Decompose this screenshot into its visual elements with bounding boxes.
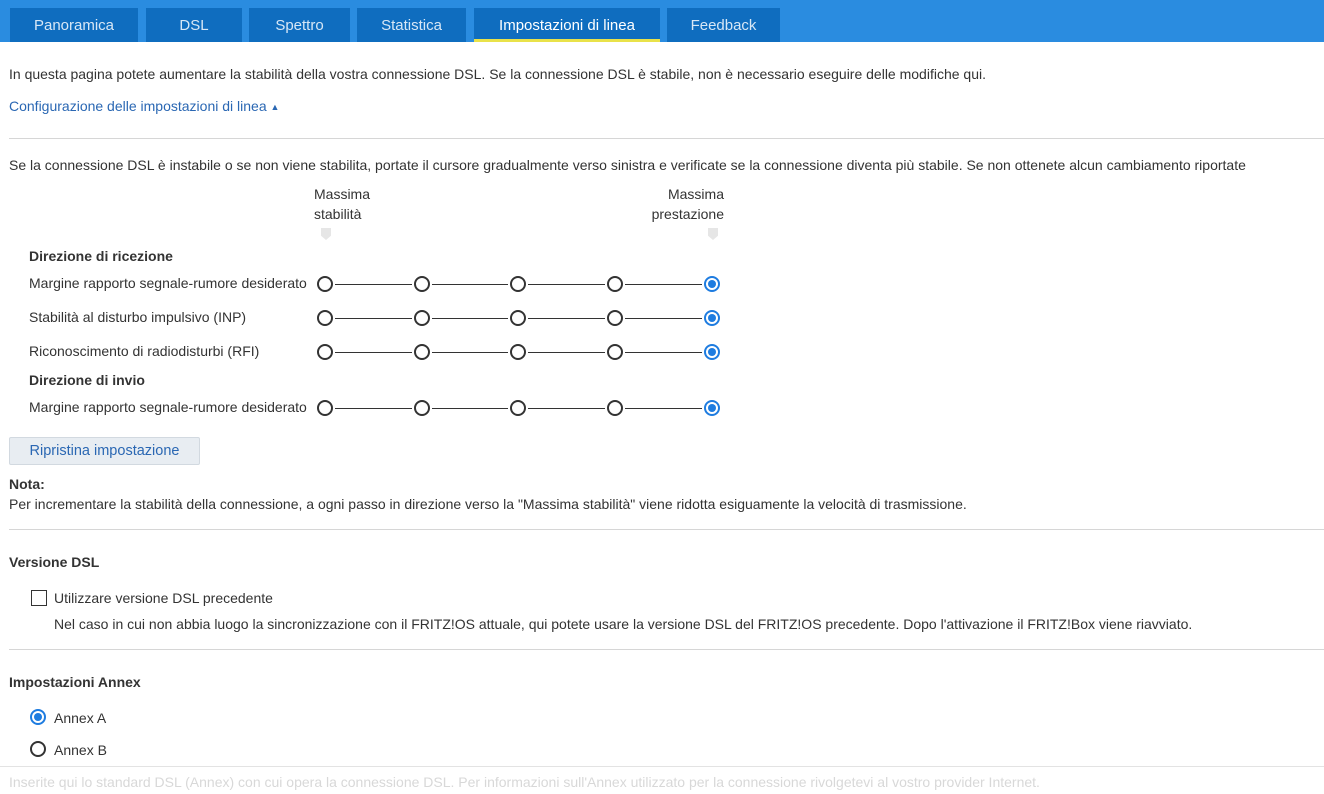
row-snr-margin-receive-step-2-radio[interactable] [414,276,430,292]
divider [9,529,1324,530]
slider-track [625,408,702,409]
row-rfi-detection-step-5-radio[interactable] [704,344,720,360]
row-snr-margin-receive-step-4-radio[interactable] [607,276,623,292]
tab-dsl[interactable]: DSL [146,8,242,42]
slider-track [432,352,508,353]
config-settings-link[interactable] [9,98,279,114]
previous-dsl-version-label[interactable]: Utilizzare versione DSL precedente [54,590,273,606]
max-performance-line2: prestazione [651,206,724,222]
annex-footer-text: Inserite qui lo standard DSL (Annex) con cui opera la connessione DSL. Per informazioni sull'Annex utilizzato per la connessione rivolgetevi al vostro provider Internet. [9,774,1040,790]
row-rfi-detection-step-2-radio[interactable] [414,344,430,360]
row-rfi-detection-step-4-radio[interactable] [607,344,623,360]
row-snr-margin-send-step-1-radio[interactable] [317,400,333,416]
divider [9,138,1324,139]
annex-a-label[interactable]: Annex A [54,710,107,726]
note-title: Nota: [9,476,45,492]
row-inp-stability-step-1-radio[interactable] [317,310,333,326]
row-snr-margin-send-label: Margine rapporto segnale-rumore desiderato [29,399,307,415]
slider-track [432,408,508,409]
slider-track [528,318,605,319]
row-snr-margin-send-step-4-radio[interactable] [607,400,623,416]
slider-track [432,284,508,285]
row-inp-stability-step-3-radio[interactable] [510,310,526,326]
slider-instructions: Se la connessione DSL è instabile o se non viene stabilita, portate il cursore gradualmente verso sinistra e verificate se la connessione diventa più stabile. Se non ottenete alcun cambiamento riportate [9,157,1246,173]
row-rfi-detection-step-3-radio[interactable] [510,344,526,360]
tab-spettro[interactable]: Spettro [249,8,350,42]
row-snr-margin-send-step-5-radio[interactable] [704,400,720,416]
dsl-version-heading: Versione DSL [9,554,100,570]
slider-track [432,318,508,319]
slider-track [625,284,702,285]
divider [0,766,1324,767]
slider-track [528,352,605,353]
row-inp-stability-step-5-radio[interactable] [704,310,720,326]
max-stability-label [314,184,370,224]
send-direction-heading: Direzione di invio [29,372,145,388]
note-text: Per incrementare la stabilità della connessione, a ogni passo in direzione verso la "Massima stabilità" viene ridotta esiguamente la velocità di trasmissione. [9,496,967,512]
divider [9,649,1324,650]
slider-track [625,318,702,319]
tab-impostazioni-di-linea[interactable]: Impostazioni di linea [474,8,660,42]
max-stability-line2: stabilità [314,206,362,222]
slider-track [528,408,605,409]
top-navigation-bar [0,0,1324,42]
slider-track [625,352,702,353]
scale-marker-right-icon [708,228,718,240]
row-snr-margin-receive-step-5-radio[interactable] [704,276,720,292]
row-inp-stability-label: Stabilità al disturbo impulsivo (INP) [29,309,247,325]
slider-track [335,284,412,285]
config-link-label: Configurazione delle impostazioni di linea [9,98,267,114]
intro-text: In questa pagina potete aumentare la stabilità della vostra connessione DSL. Se la connessione DSL è stabile, non è necessario eseguire delle modifiche qui. [9,66,986,82]
slider-track [528,284,605,285]
dsl-version-description: Nel caso in cui non abbia luogo la sincronizzazione con il FRITZ!OS attuale, qui potete usare la versione DSL del FRITZ!OS precedente. Dopo l'attivazione il FRITZ!Box viene riavviato. [54,616,1193,632]
slider-track [335,408,412,409]
max-stability-line1: Massima [314,186,371,202]
triangle-up-icon: ▲ [270,102,280,112]
row-snr-margin-send-step-3-radio[interactable] [510,400,526,416]
row-rfi-detection-label: Riconoscimento di radiodisturbi (RFI) [29,343,260,359]
reset-settings-button[interactable]: Ripristina impostazione [9,437,200,465]
max-performance-line1: Massima [667,186,724,202]
row-snr-margin-receive-label: Margine rapporto segnale-rumore desiderato [29,275,307,291]
slider-track [335,352,412,353]
previous-dsl-version-checkbox[interactable] [31,590,47,606]
receive-direction-heading: Direzione di ricezione [29,248,173,264]
tab-statistica[interactable]: Statistica [357,8,466,42]
slider-track [335,318,412,319]
row-snr-margin-receive-step-1-radio[interactable] [317,276,333,292]
row-inp-stability-step-4-radio[interactable] [607,310,623,326]
row-snr-margin-send-step-2-radio[interactable] [414,400,430,416]
annex-a-radio[interactable] [30,709,46,725]
scale-marker-left-icon [321,228,331,240]
tab-panoramica[interactable]: Panoramica [10,8,138,42]
row-snr-margin-receive-step-3-radio[interactable] [510,276,526,292]
row-inp-stability-step-2-radio[interactable] [414,310,430,326]
row-rfi-detection-step-1-radio[interactable] [317,344,333,360]
annex-heading: Impostazioni Annex [9,674,141,690]
max-performance-label [650,184,724,224]
annex-b-label[interactable]: Annex B [54,742,107,758]
tab-feedback[interactable]: Feedback [667,8,780,42]
annex-b-radio[interactable] [30,741,46,757]
